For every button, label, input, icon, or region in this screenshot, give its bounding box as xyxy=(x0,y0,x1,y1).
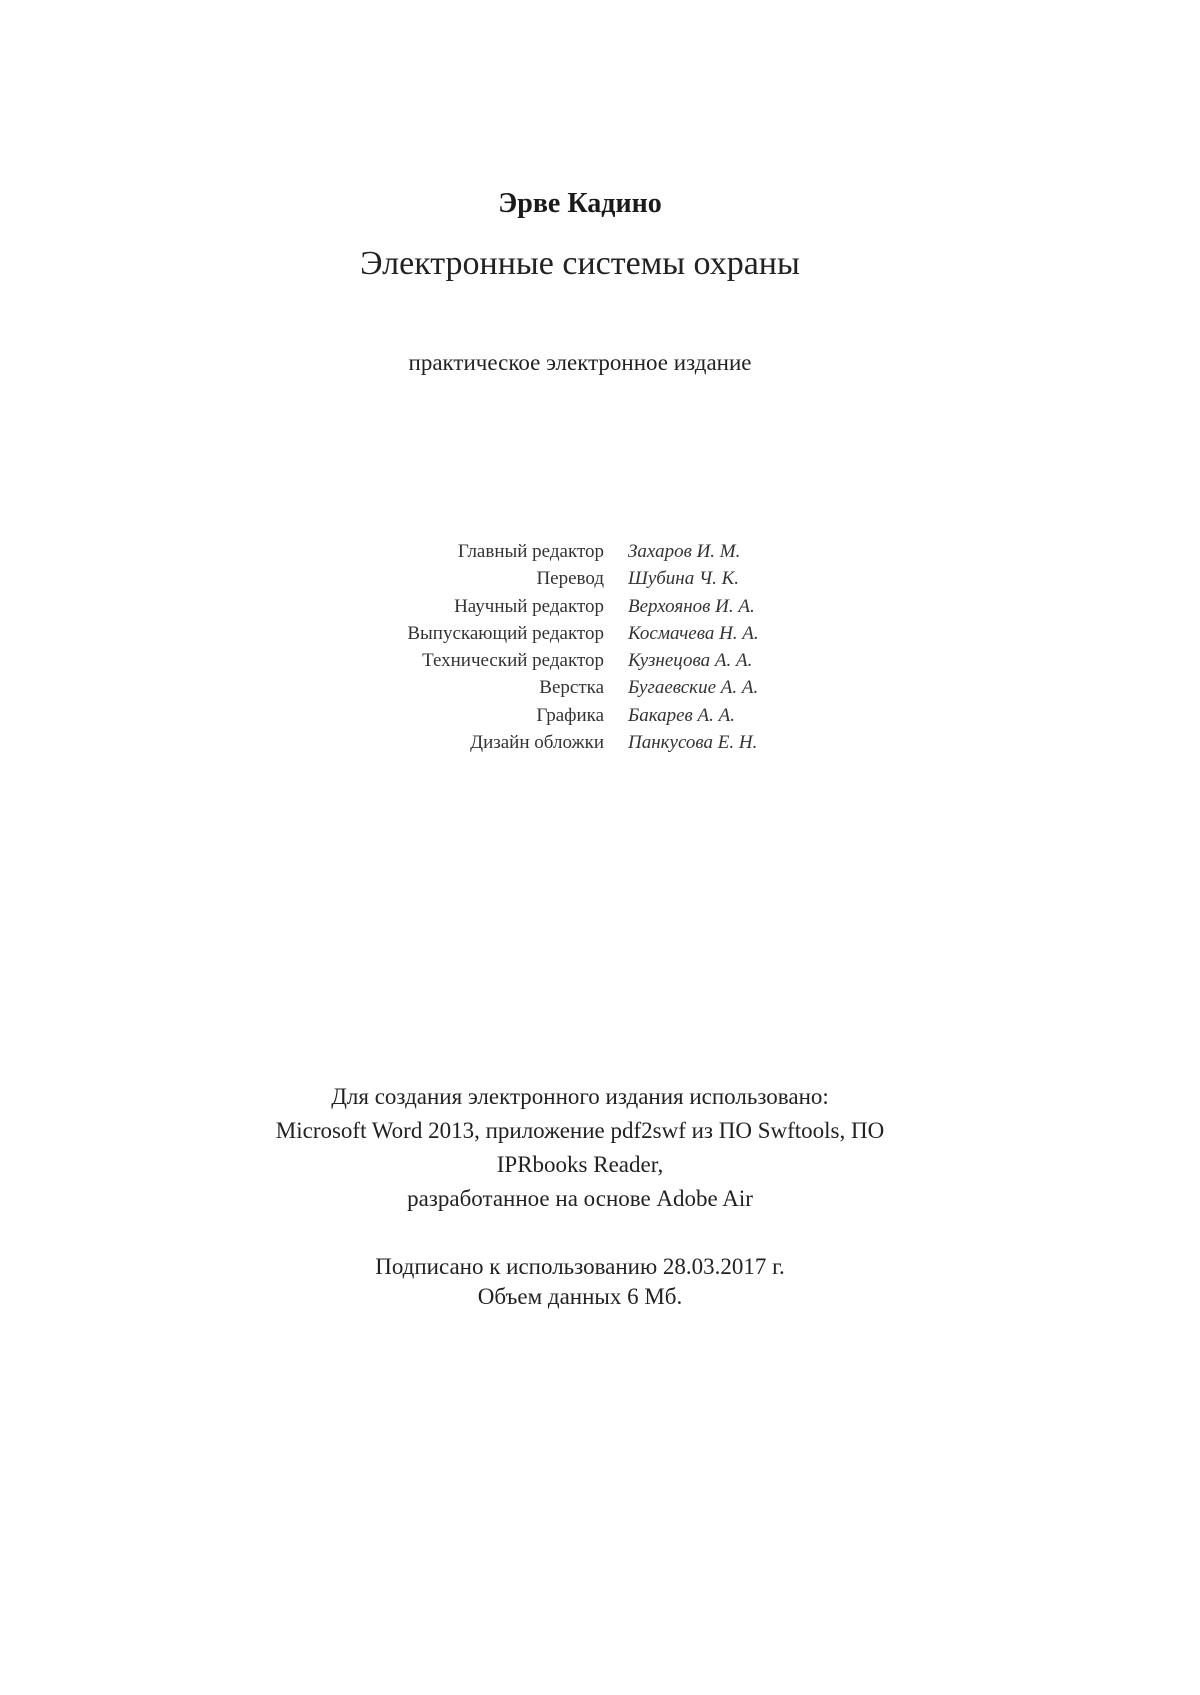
book-title: Электронные системы охраны xyxy=(360,245,800,282)
credit-name: Верхоянов И. А. xyxy=(628,595,755,617)
credit-row xyxy=(0,702,1200,729)
credit-role: Графика xyxy=(536,704,604,726)
credit-name: Бакарев А. А. xyxy=(628,704,736,726)
software-line: Для создания электронного издания использовано: xyxy=(331,1084,829,1109)
credits-list xyxy=(0,538,1200,756)
credit-name: Космачева Н. А. xyxy=(628,622,759,644)
credit-name: Бугаевские А. А. xyxy=(628,677,759,699)
credit-row xyxy=(0,674,1200,701)
edition-type: практическое электронное издание xyxy=(408,350,752,375)
credit-row xyxy=(0,620,1200,647)
credit-name: Захаров И. М. xyxy=(628,541,741,562)
credit-name: Панкусова Е. Н. xyxy=(628,732,758,754)
software-info xyxy=(0,1080,1160,1216)
credit-role: Дизайн обложки xyxy=(470,732,604,754)
credit-name: Кузнецова А. А. xyxy=(628,650,753,672)
credit-row xyxy=(0,538,1200,565)
credit-name: Шубина Ч. К. xyxy=(628,568,739,590)
credit-role: Выпускающий редактор xyxy=(407,622,604,644)
author-name: Эрве Кадино xyxy=(498,188,662,219)
credit-row xyxy=(0,647,1200,674)
credit-role: Верстка xyxy=(539,677,604,699)
credit-role: Технический редактор xyxy=(422,650,604,672)
credit-row xyxy=(0,593,1200,620)
software-line: Microsoft Word 2013, приложение pdf2swf из ПО Swftools, ПО xyxy=(275,1118,885,1143)
data-size: Объем данных 6 Мб. xyxy=(477,1284,683,1309)
software-line: IPRbooks Reader, xyxy=(496,1152,664,1177)
credit-role: Главный редактор xyxy=(457,541,604,562)
credit-row xyxy=(0,565,1200,592)
publication-info xyxy=(0,1252,1160,1312)
signed-date: Подписано к использованию 28.03.2017 г. xyxy=(375,1254,785,1279)
credit-role: Научный редактор xyxy=(454,595,604,617)
software-line: разработанное на основе Adobe Air xyxy=(407,1186,753,1211)
credit-role: Перевод xyxy=(536,568,604,590)
credit-row xyxy=(0,729,1200,756)
